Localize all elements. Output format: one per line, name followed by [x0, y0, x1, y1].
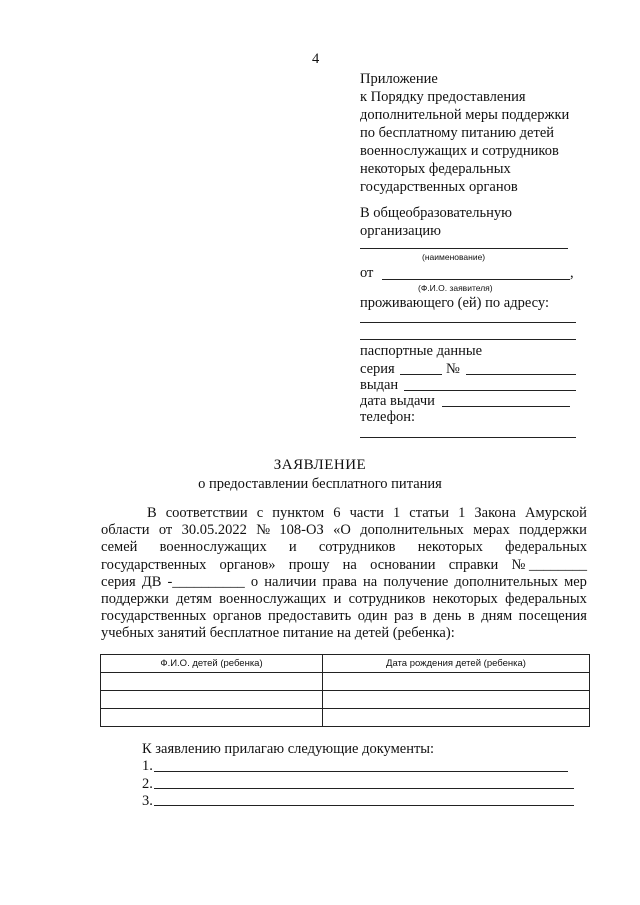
statement-word: учебных занятий бесплатное питание на детей (ребенка): — [101, 625, 455, 642]
number-label: № — [446, 361, 460, 377]
statement-word: части — [349, 505, 384, 521]
statement-word: наличии — [264, 573, 317, 590]
statement-body — [101, 505, 587, 643]
statement-word: мер — [564, 573, 587, 590]
document-item — [142, 775, 153, 793]
birth-date-cell[interactable] — [323, 691, 590, 709]
statement-word: области — [101, 522, 150, 539]
child-name-cell[interactable] — [101, 709, 323, 727]
statement-word: серия — [101, 573, 136, 590]
statement-word: раз — [393, 608, 414, 625]
statement-word: один — [357, 608, 388, 625]
document-item-number: 1. — [142, 758, 153, 774]
statement-word: государственных — [101, 556, 207, 573]
statement-word: В — [147, 505, 157, 521]
statement-line — [101, 591, 587, 608]
document-item — [142, 757, 153, 775]
issue-date-field[interactable] — [442, 406, 570, 407]
statement-line — [101, 505, 587, 522]
passport-series-field[interactable] — [400, 374, 442, 375]
statement-word: семей — [101, 539, 138, 556]
statement-line — [101, 539, 587, 556]
statement-word: некоторых — [432, 591, 498, 608]
statement-word: 1 — [458, 505, 466, 521]
organization-caption: (наименование) — [422, 252, 486, 262]
column-header-child-name: Ф.И.О. детей (ребенка) — [101, 655, 323, 673]
statement-word: федеральных — [505, 591, 587, 608]
child-name-cell[interactable] — [101, 673, 323, 691]
statement-word: военнослужащих — [159, 539, 267, 556]
children-table — [100, 654, 590, 727]
table-header-row — [101, 655, 590, 673]
statement-line — [101, 625, 587, 642]
addressee-line1: В общеобразовательную — [360, 205, 512, 221]
applicant-name-field[interactable] — [382, 279, 570, 280]
statement-word: детям — [176, 591, 212, 608]
document-field-3[interactable] — [154, 805, 574, 806]
statement-word: -__________ — [167, 573, 245, 590]
statement-word: дополнительных — [454, 573, 558, 590]
statement-line — [101, 522, 587, 539]
document-item-number: 2. — [142, 776, 153, 792]
statement-word: Амурской — [524, 505, 587, 521]
statement-word: федеральных — [505, 539, 587, 556]
statement-word: получение — [383, 573, 449, 590]
table-row — [101, 709, 590, 727]
statement-word: посещения — [518, 608, 587, 625]
page-number: 4 — [312, 51, 320, 67]
passport-issued-field[interactable] — [404, 390, 576, 391]
statement-word: дополнительных — [360, 522, 464, 539]
birth-date-cell[interactable] — [323, 709, 590, 727]
child-name-cell[interactable] — [101, 691, 323, 709]
statement-word: соответствии — [165, 505, 248, 521]
statement-line — [101, 557, 587, 574]
appendix-header — [360, 70, 569, 196]
statement-subtitle: о предоставлении бесплатного питания — [198, 476, 442, 492]
statement-word: № — [256, 522, 271, 539]
table-row — [101, 673, 590, 691]
statement-word: о — [250, 573, 259, 590]
statement-word: справки — [448, 556, 499, 573]
document-item — [142, 792, 153, 810]
statement-word: 108-ОЗ — [279, 522, 324, 539]
statement-word: пунктом — [272, 505, 325, 521]
appendix-line: по бесплатному питанию детей — [360, 125, 555, 141]
passport-number-field[interactable] — [466, 374, 576, 375]
statement-word: сотрудников — [318, 539, 396, 556]
phone-label: телефон: — [360, 409, 416, 425]
statement-word: предоставить — [268, 608, 352, 625]
address-label: проживающего (ей) по адресу: — [360, 295, 549, 311]
statement-word: права — [322, 573, 357, 590]
statement-word: от — [158, 522, 173, 539]
statement-word: прошу — [288, 556, 330, 573]
series-label: серия — [360, 361, 395, 377]
appendix-line: военнослужащих и сотрудников — [360, 143, 559, 159]
column-header-birth-date: Дата рождения детей (ребенка) — [323, 655, 590, 673]
statement-word: органов» — [219, 556, 276, 573]
statement-word: военнослужащих — [219, 591, 327, 608]
statement-word: органов — [212, 608, 262, 625]
phone-field[interactable] — [360, 437, 576, 438]
table-row — [101, 691, 590, 709]
statement-word: поддержки — [519, 522, 587, 539]
statement-word: Закона — [474, 505, 516, 521]
statement-line — [101, 574, 587, 591]
statement-word: сотрудников — [348, 591, 426, 608]
statement-word: основании — [370, 556, 436, 573]
statement-word: статьи — [409, 505, 450, 521]
appendix-line: Приложение — [360, 71, 438, 87]
statement-word: «О — [333, 522, 351, 539]
statement-word: в — [467, 608, 475, 625]
document-item-number: 3. — [142, 793, 153, 809]
address-field-1[interactable] — [360, 322, 576, 323]
applicant-caption: (Ф.И.О. заявителя) — [418, 283, 493, 293]
statement-line — [101, 608, 587, 625]
statement-word: на — [363, 573, 378, 590]
statement-word: с — [256, 505, 264, 521]
issue-date-label: дата выдачи — [360, 393, 435, 409]
statement-word: 6 — [333, 505, 341, 521]
statement-word: день — [433, 608, 462, 625]
from-label: от — [360, 265, 374, 281]
statement-word: государственных — [101, 608, 207, 625]
statement-word: в — [419, 608, 427, 625]
addressee-line2: организацию — [360, 223, 441, 239]
appendix-line: государственных органов — [360, 179, 518, 195]
passport-label: паспортные данные — [360, 343, 483, 359]
issued-label: выдан — [360, 377, 399, 393]
statement-word: дням — [481, 608, 513, 625]
statement-word: № ________ — [511, 556, 587, 573]
statement-word: поддержки — [101, 591, 169, 608]
statement-title: ЗАЯВЛЕНИЕ — [273, 457, 367, 473]
document-field-1[interactable] — [154, 771, 568, 772]
birth-date-cell[interactable] — [323, 673, 590, 691]
appendix-line: к Порядку предоставления — [360, 89, 526, 105]
documents-intro: К заявлению прилагаю следующие документы: — [142, 741, 435, 757]
address-field-2[interactable] — [360, 339, 576, 340]
statement-word: некоторых — [417, 539, 483, 556]
from-comma: , — [570, 265, 574, 281]
statement-word: и — [333, 591, 342, 608]
document-field-2[interactable] — [154, 788, 574, 789]
statement-word: ДВ — [141, 573, 162, 590]
appendix-line: дополнительной меры поддержки — [360, 107, 570, 123]
statement-word: 1 — [392, 505, 401, 521]
statement-word: мерах — [473, 522, 510, 539]
statement-word: и — [288, 539, 297, 556]
appendix-line: некоторых федеральных — [360, 161, 511, 177]
organization-name-field[interactable] — [360, 248, 568, 249]
statement-word: 30.05.2022 — [181, 522, 247, 539]
statement-word: на — [342, 556, 357, 573]
